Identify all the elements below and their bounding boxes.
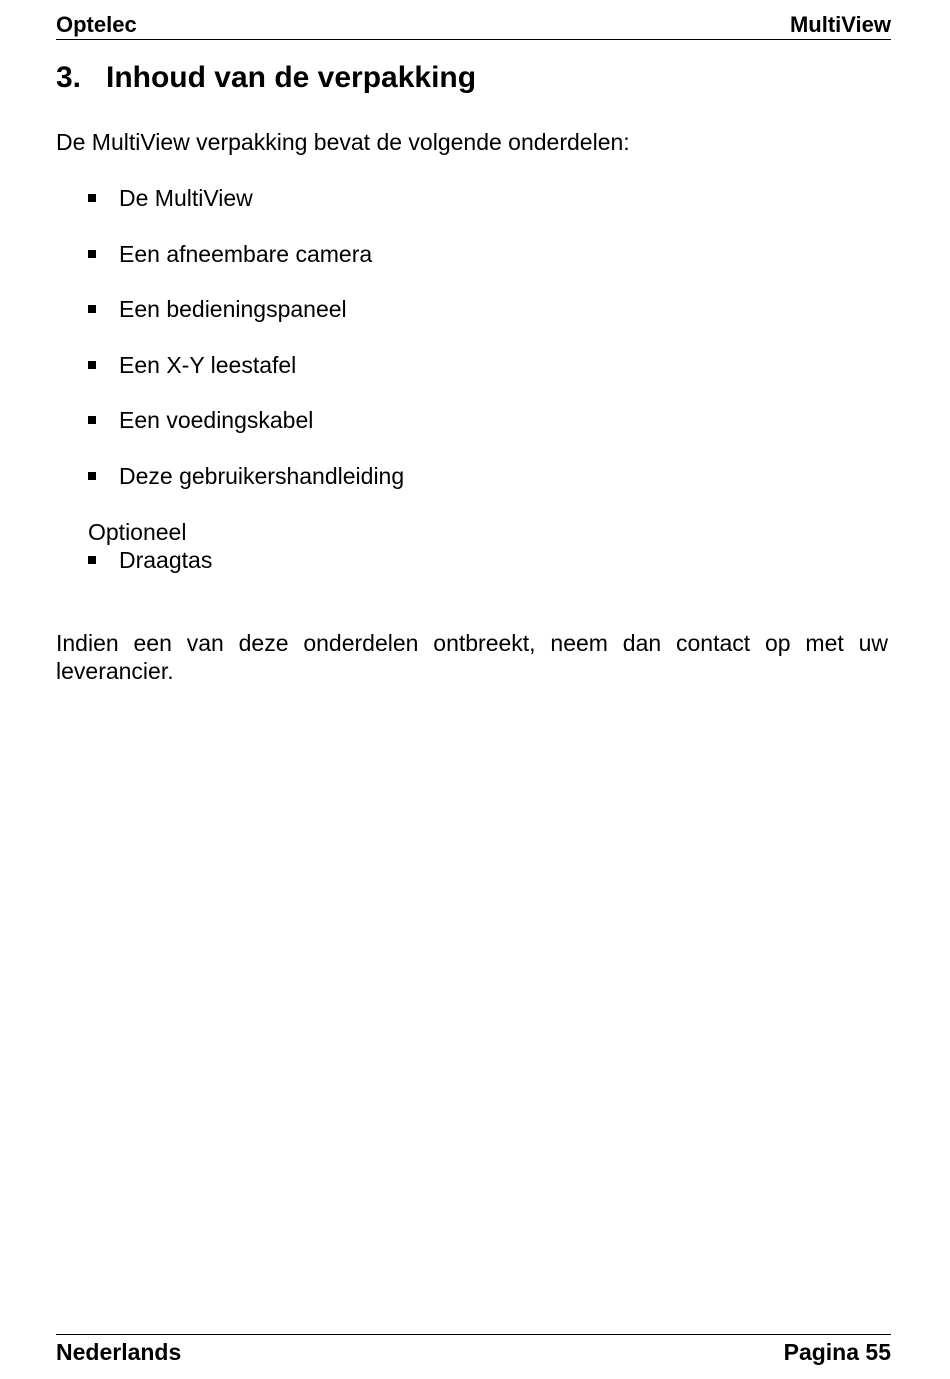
square-bullet-icon [88, 416, 96, 424]
list-item-text: Een bedieningspaneel [119, 296, 347, 322]
optional-label: Optioneel [88, 519, 187, 545]
list-item [88, 295, 404, 323]
list-item-text: Een X-Y leestafel [119, 351, 297, 378]
header-brand: Optelec [56, 12, 137, 37]
list-item [88, 546, 212, 574]
page-header [56, 10, 891, 40]
list-item-text: Draagtas [119, 547, 213, 573]
list-item [88, 462, 404, 490]
page-footer [56, 1334, 891, 1367]
list-item-text: Een afneembare camera [119, 240, 373, 267]
square-bullet-icon [88, 250, 96, 258]
intro-paragraph: De MultiView verpakking bevat de volgende onderdelen: [56, 129, 630, 155]
section-title-text: Inhoud van de verpakking [106, 61, 477, 94]
list-item-text: Deze gebruikershandleiding [119, 462, 405, 489]
contents-list [88, 184, 404, 517]
list-item [88, 240, 404, 268]
list-item-text: De MultiView [119, 185, 253, 211]
list-item [88, 184, 404, 212]
header-product: MultiView [789, 12, 891, 37]
section-number: 3. [56, 61, 82, 94]
closing-paragraph: Indien een van deze onderdelen ontbreekt, neem dan contact op met uw leverancier. [56, 630, 888, 684]
list-item [88, 406, 404, 434]
square-bullet-icon [88, 556, 96, 564]
footer-language: Nederlands [56, 1339, 182, 1365]
square-bullet-icon [88, 361, 96, 369]
page-number: Pagina 55 [783, 1339, 891, 1365]
section-title [56, 60, 476, 96]
list-item-text: Een voedingskabel [119, 407, 314, 433]
square-bullet-icon [88, 472, 96, 480]
square-bullet-icon [88, 305, 96, 313]
square-bullet-icon [88, 194, 96, 202]
optional-list [88, 546, 212, 574]
list-item [88, 351, 404, 379]
